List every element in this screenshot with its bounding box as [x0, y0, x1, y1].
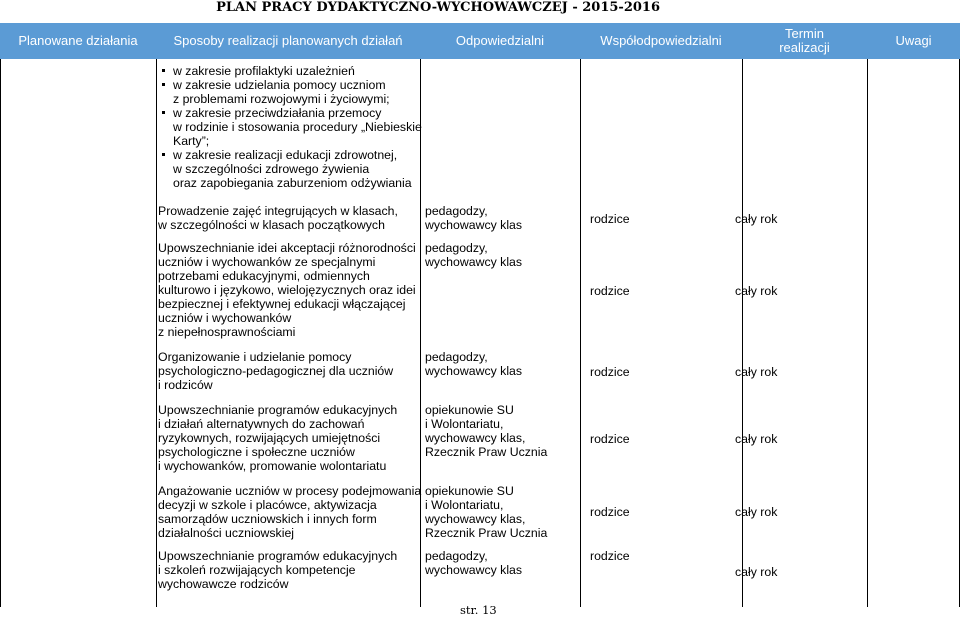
- co-responsible-cell: rodzice: [590, 549, 630, 563]
- header-notes: Uwagi: [867, 23, 960, 59]
- co-responsible-cell: rodzice: [590, 432, 630, 446]
- term-cell: cały rok: [735, 284, 778, 298]
- method-cell: Prowadzenie zajęć integrujących w klasach, w szczególności w klasach początkowych: [158, 204, 398, 232]
- responsible-cell: opiekunowie SU i Wolontariatu, wychowawcy klas, Rzecznik Praw Ucznia: [425, 403, 548, 459]
- grid-line: [867, 59, 868, 607]
- responsible-cell: pedagodzy, wychowawcy klas: [425, 241, 523, 269]
- responsible-cell: opiekunowie SU i Wolontariatu, wychowawcy klas, Rzecznik Praw Ucznia: [425, 484, 548, 540]
- responsible-cell: pedagodzy, wychowawcy klas: [425, 549, 523, 577]
- method-cell: Upowszechnianie programów edukacyjnych i działań alternatywnych do zachowań ryzykownych, rozwijających umiejętności psychologiczne i społeczne uczniów i wychowanków, promowanie wolontariatu: [158, 403, 398, 473]
- grid-line: [156, 59, 157, 607]
- method-cell: Upowszechnianie idei akceptacji różnorodności uczniów i wychowanków ze specjalnymi potrzebami edukacyjnymi, odmiennych kulturowo i językowo, wielojęzycznych oraz idei bezpiecznej i efektywnej edukacji włączającej uczniów i wychowanków z niepełnosprawnościami: [158, 241, 416, 339]
- bullet-list: [160, 64, 422, 190]
- term-cell: cały rok: [735, 212, 778, 226]
- co-responsible-cell: rodzice: [590, 284, 630, 298]
- method-cell: Upowszechnianie programów edukacyjnych i szkoleń rozwijających kompetencje wychowawcze rodziców: [158, 549, 398, 591]
- term-cell: cały rok: [735, 505, 778, 519]
- grid-line: [742, 59, 743, 607]
- list-item: w zakresie profilaktyki uzależnień: [160, 64, 422, 78]
- method-cell: Organizowanie i udzielanie pomocy psychologiczno-pedagogicznej dla uczniów i rodziców: [158, 350, 394, 392]
- header-methods: Sposoby realizacji planowanych działań: [156, 23, 420, 59]
- page-number: str. 13: [460, 603, 497, 617]
- list-item: w zakresie udzielania pomocy uczniom z problemami rozwojowymi i życiowymi;: [160, 78, 422, 106]
- term-cell: cały rok: [735, 565, 778, 579]
- grid-line: [580, 59, 581, 607]
- list-item: w zakresie realizacji edukacji zdrowotnej, w szczególności zdrowego żywienia oraz zapobiegania zaburzeniom odżywiania: [160, 148, 422, 190]
- list-item: w zakresie przeciwdziałania przemocy w rodzinie i stosowania procedury „Niebieskie Karty”;: [160, 106, 422, 148]
- header-responsible: Odpowiedzialni: [420, 23, 580, 59]
- method-cell: Angażowanie uczniów w procesy podejmowania decyzji w szkole i placówce, aktywizacja samorządów uczniowskich i innych form działalności uczniowskiej: [158, 484, 422, 540]
- page-title: PLAN PRACY DYDAKTYCZNO-WYCHOWAWCZEJ - 2015-2016: [216, 0, 660, 15]
- header-term: Termin realizacji: [742, 23, 867, 59]
- term-cell: cały rok: [735, 365, 778, 379]
- responsible-cell: pedagodzy, wychowawcy klas: [425, 204, 523, 232]
- grid-line: [0, 59, 1, 607]
- co-responsible-cell: rodzice: [590, 505, 630, 519]
- header-co-responsible: Współodpowiedzialni: [580, 23, 742, 59]
- header-planned-actions: Planowane działania: [0, 23, 156, 59]
- term-cell: cały rok: [735, 432, 778, 446]
- responsible-cell: pedagodzy, wychowawcy klas: [425, 350, 523, 378]
- co-responsible-cell: rodzice: [590, 365, 630, 379]
- co-responsible-cell: rodzice: [590, 212, 630, 226]
